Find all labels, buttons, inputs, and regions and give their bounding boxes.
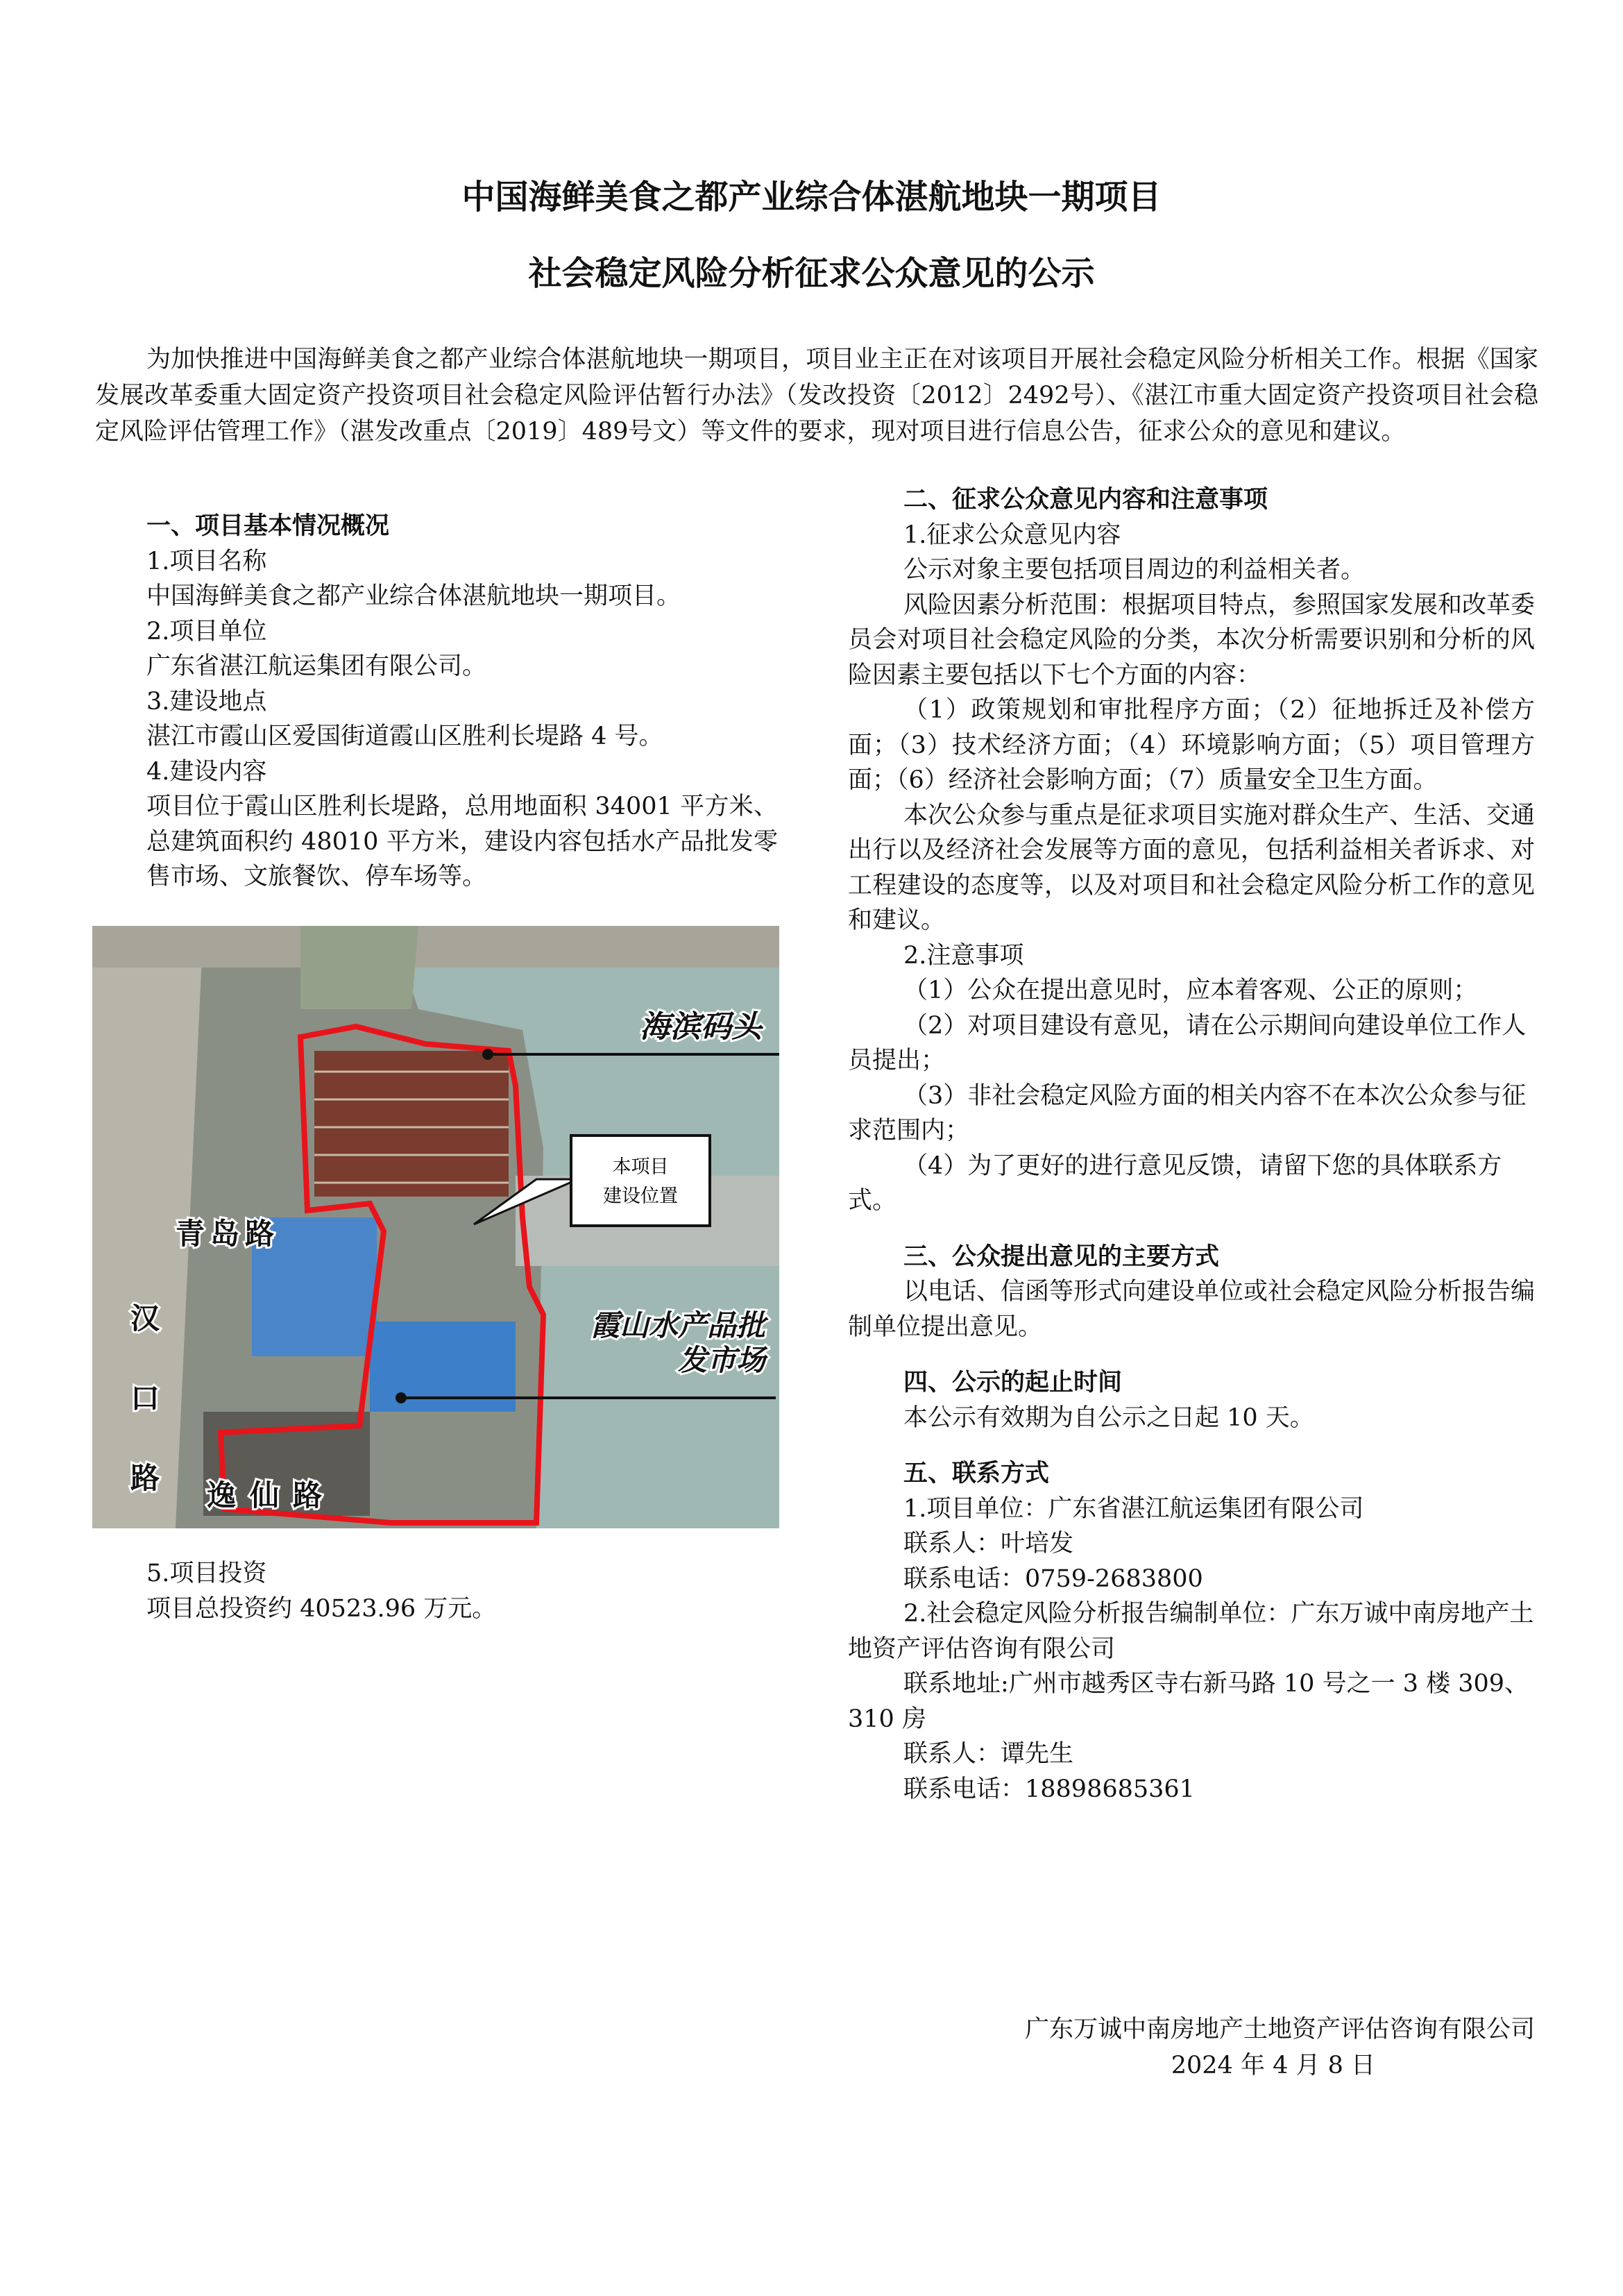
- contact-person: 联系人：谭先生: [903, 1740, 1074, 1768]
- contact-phone: 联系电话：18898685361: [903, 1775, 1195, 1803]
- paragraph: （1）政策规划和审批程序方面；（2）征地拆迁及补偿方面；（3）技术经济方面；（4）环境影响方面；（5）项目管理方面；（6）经济社会影响方面；（7）质量安全卫生方面。: [848, 696, 1535, 794]
- section-2-heading: 二、征求公众意见内容和注意事项: [903, 486, 1268, 514]
- section-5-heading: 五、联系方式: [903, 1460, 1050, 1487]
- note-item: （4）为了更好的进行意见反馈，请留下您的具体联系方式。: [848, 1151, 1502, 1215]
- project-location-map: [92, 926, 779, 1528]
- contact-person: 联系人：叶培发: [903, 1530, 1074, 1558]
- investment-label: 5.项目投资: [146, 1560, 267, 1587]
- investment: [146, 1556, 496, 1626]
- footer-company: 广东万诚中南房地产土地资产评估咨询有限公司: [1024, 2016, 1535, 2043]
- right-column: [848, 482, 1535, 1807]
- map-callout-line-2: 建设位置: [603, 1185, 678, 1207]
- sub-heading: 2.注意事项: [903, 941, 1024, 970]
- intro-text: 为加快推进中国海鲜美食之都产业综合体湛航地块一期项目，项目业主正在对该项目开展社会稳定风险分析相关工作。根据《国家发展改革委重大固定资产投资项目社会稳定风险评估暂行办法》（发改投资〔2012〕2492号）、《湛江市重大固定资产投资项目社会稳定风险评估管理工作》（湛发改重点〔2019〕489号文）等文件的要求，现对项目进行信息公告，征求公众的意见和建议。: [95, 346, 1538, 446]
- map-road-yixian: 逸仙路: [207, 1478, 337, 1512]
- map-callout-line-1: 本项目: [612, 1156, 669, 1178]
- paragraph: 本次公众参与重点是征求项目实施对群众生产、生活、交通出行以及经济社会发展等方面的意见，包括利益相关者诉求、对工程建设的态度等，以及对项目和社会稳定风险分析工作的意见和建议。: [848, 801, 1536, 934]
- item-text: 广东省湛江航运集团有限公司。: [146, 652, 487, 680]
- contact-phone: 联系电话：0759-2683800: [903, 1564, 1203, 1593]
- title-line-1: 中国海鲜美食之都产业综合体湛航地块一期项目: [461, 178, 1162, 217]
- map-market-line-1: 霞山水产品批: [590, 1308, 765, 1342]
- contact-address: 联系地址:广州市越秀区寺右新马路 10 号之一 3 楼 309、310 房: [848, 1670, 1529, 1733]
- paragraph: 风险因素分析范围：根据项目特点，参照国家发展和改革委员会对项目社会稳定风险的分类，本次分析需要识别和分析的风险因素主要包括以下七个方面的内容：: [848, 591, 1536, 689]
- section-3-heading: 三、公众提出意见的主要方式: [903, 1242, 1220, 1271]
- item-text: 湛江市霞山区爱国街道霞山区胜利长堤路 4 号。: [146, 723, 663, 750]
- item-label: 3.建设地点: [146, 687, 267, 716]
- map-road-hankou-2: 口: [130, 1381, 160, 1415]
- note-item: （3）非社会稳定风险方面的相关内容不在本次公众参与征求范围内；: [848, 1081, 1527, 1145]
- map-road-hankou-1: 汉: [130, 1301, 160, 1335]
- map-road-hankou-3: 路: [130, 1461, 160, 1495]
- note-item: （2）对项目建设有意见，请在公示期间向建设单位工作人员提出；: [848, 1011, 1527, 1074]
- item-label: 4.建设内容: [146, 757, 267, 786]
- paragraph: 本公示有效期为自公示之日起 10 天。: [903, 1403, 1314, 1432]
- investment-text: 项目总投资约 40523.96 万元。: [146, 1594, 497, 1623]
- footer-signature: [1025, 2011, 1535, 2084]
- section-1: [146, 509, 799, 895]
- item-text: 中国海鲜美食之都产业综合体湛航地块一期项目。: [146, 582, 681, 610]
- note-item: （1）公众在提出意见时，应本着客观、公正的原则；: [903, 977, 1478, 1004]
- sub-heading: 1.征求公众意见内容: [903, 521, 1121, 549]
- footer-date: 2024 年 4 月 8 日: [1171, 2052, 1375, 2079]
- paragraph: 公示对象主要包括项目周边的利益相关者。: [903, 556, 1366, 584]
- section-4-heading: 四、公示的起止时间: [903, 1369, 1123, 1396]
- item-label: 2.项目单位: [146, 617, 267, 645]
- item-label: 1.项目名称: [146, 547, 267, 575]
- section-1-heading: 一、项目基本情况概况: [146, 512, 390, 540]
- map-market-line-2: 发市场: [677, 1343, 765, 1377]
- map-road-qingdao: 青岛路: [176, 1217, 280, 1251]
- map-label-pier: 海滨码头: [640, 1009, 762, 1045]
- intro-paragraph: [95, 341, 1538, 450]
- contact-unit: 1.项目单位：广东省湛江航运集团有限公司: [903, 1494, 1364, 1523]
- paragraph: 以电话、信函等形式向建设单位或社会稳定风险分析报告编制单位提出意见。: [848, 1278, 1536, 1341]
- title-line-2: 社会稳定风险分析征求公众意见的公示: [528, 254, 1095, 293]
- contact-unit: 2.社会稳定风险分析报告编制单位：广东万诚中南房地产土地资产评估咨询有限公司: [848, 1600, 1534, 1663]
- item-text: 项目位于霞山区胜利长堤路，总用地面积 34001 平方米、总建筑面积约 48010 平方米，建设内容包括水产品批发零售市场、文旅餐饮、停车场等。: [146, 793, 778, 890]
